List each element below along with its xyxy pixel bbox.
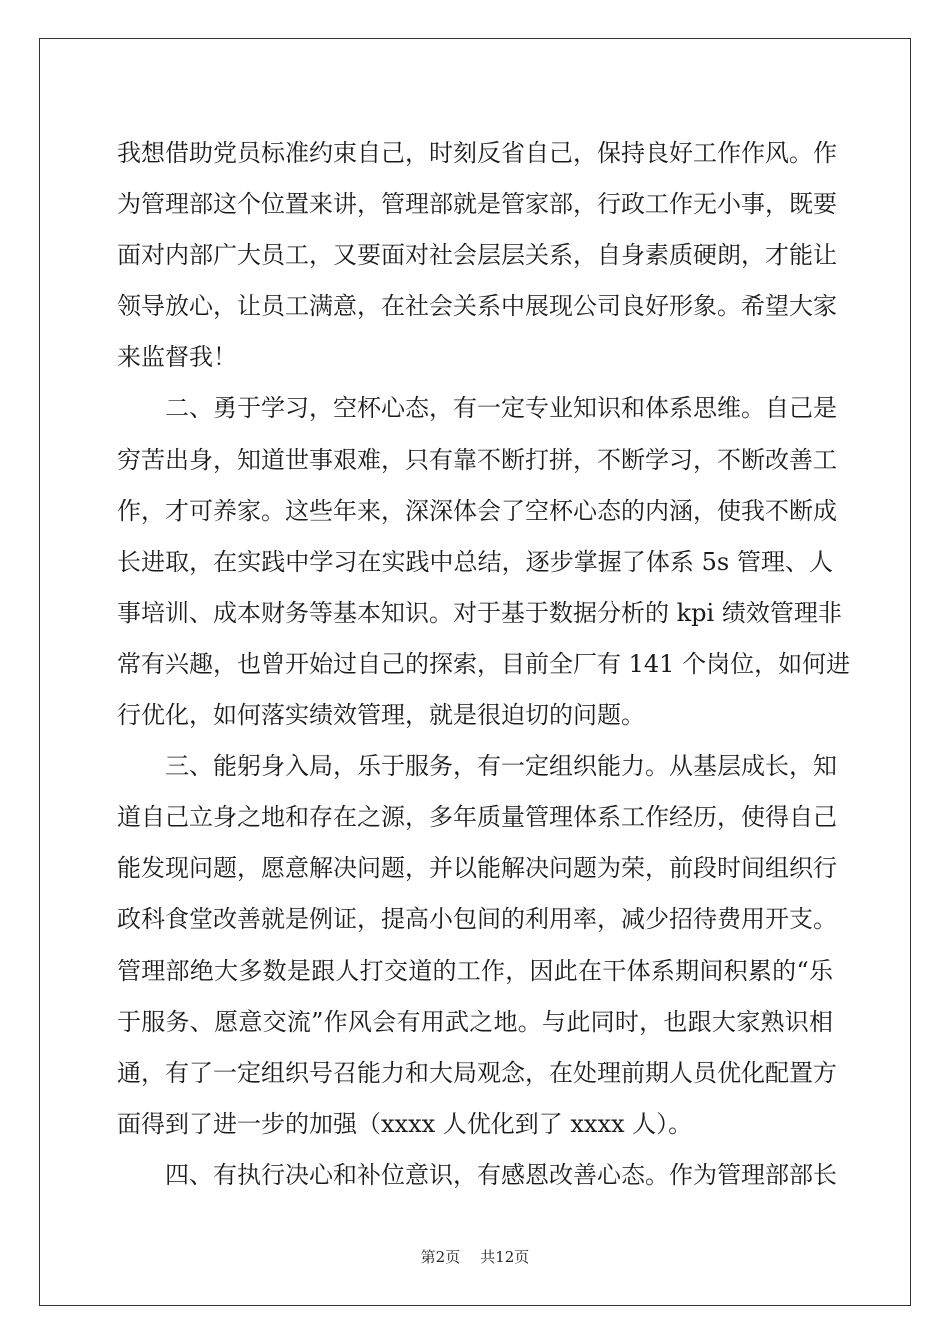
page-number: 第2页 — [420, 1248, 461, 1266]
text-line: 能发现问题，愿意解决问题，并以能解决问题为荣，前段时间组织行 — [117, 854, 837, 883]
text-line: 二、勇于学习，空杯心态，有一定专业知识和体系思维。自己是 — [165, 394, 837, 423]
text-line: 三、能躬身入局，乐于服务，有一定组织能力。从基层成长，知 — [165, 752, 837, 781]
text-line: 来监督我！ — [117, 343, 237, 372]
text-line: 面对内部广大员工，又要面对社会层层关系，自身素质硬朗，才能让 — [117, 241, 837, 270]
text-line: 我想借助党员标准约束自己，时刻反省自己，保持良好工作作风。作 — [117, 139, 837, 167]
text-line: 行优化，如何落实绩效管理，就是很迫切的问题。 — [117, 701, 645, 730]
text-line: 穷苦出身，知道世事艰难，只有靠不断打拼，不断学习，不断改善工 — [117, 445, 837, 474]
text-line: 作，才可养家。这些年来，深深体会了空杯心态的内涵，使我不断成 — [117, 496, 837, 525]
text-line: 于服务、愿意交流”作风会有用武之地。与此同时，也跟大家熟识相 — [117, 1007, 833, 1036]
document-body — [117, 128, 851, 1201]
text-line: 通，有了一定组织号召能力和大局观念，在处理前期人员优化配置方 — [117, 1058, 837, 1087]
text-line: 长进取，在实践中学习在实践中总结，逐步掌握了体系 5s 管理、人 — [117, 547, 833, 576]
text-line: 领导放心，让员工满意，在社会关系中展现公司良好形象。希望大家 — [117, 292, 837, 321]
text-line: 常有兴趣，也曾开始过自己的探索，目前全厂有 141 个岗位，如何进 — [117, 649, 851, 678]
text-line: 事培训、成本财务等基本知识。对于基于数据分析的 kpi 绩效管理非 — [117, 598, 842, 627]
text-line: 为管理部这个位置来讲，管理部就是管家部，行政工作无小事，既要 — [117, 190, 837, 219]
page-footer — [0, 1246, 950, 1267]
text-line: 道自己立身之地和存在之源，多年质量管理体系工作经历，使得自己 — [117, 803, 837, 832]
page-total: 共12页 — [480, 1248, 530, 1266]
text-line: 面得到了进一步的加强（xxxx 人优化到了 xxxx 人）。 — [117, 1109, 693, 1138]
text-line: 管理部绝大多数是跟人打交道的工作，因此在干体系期间积累的“乐 — [117, 956, 833, 985]
text-line: 四、有执行决心和补位意识，有感恩改善心态。作为管理部部长 — [165, 1160, 837, 1189]
text-line: 政科食堂改善就是例证，提高小包间的利用率，减少招待费用开支。 — [117, 905, 837, 934]
